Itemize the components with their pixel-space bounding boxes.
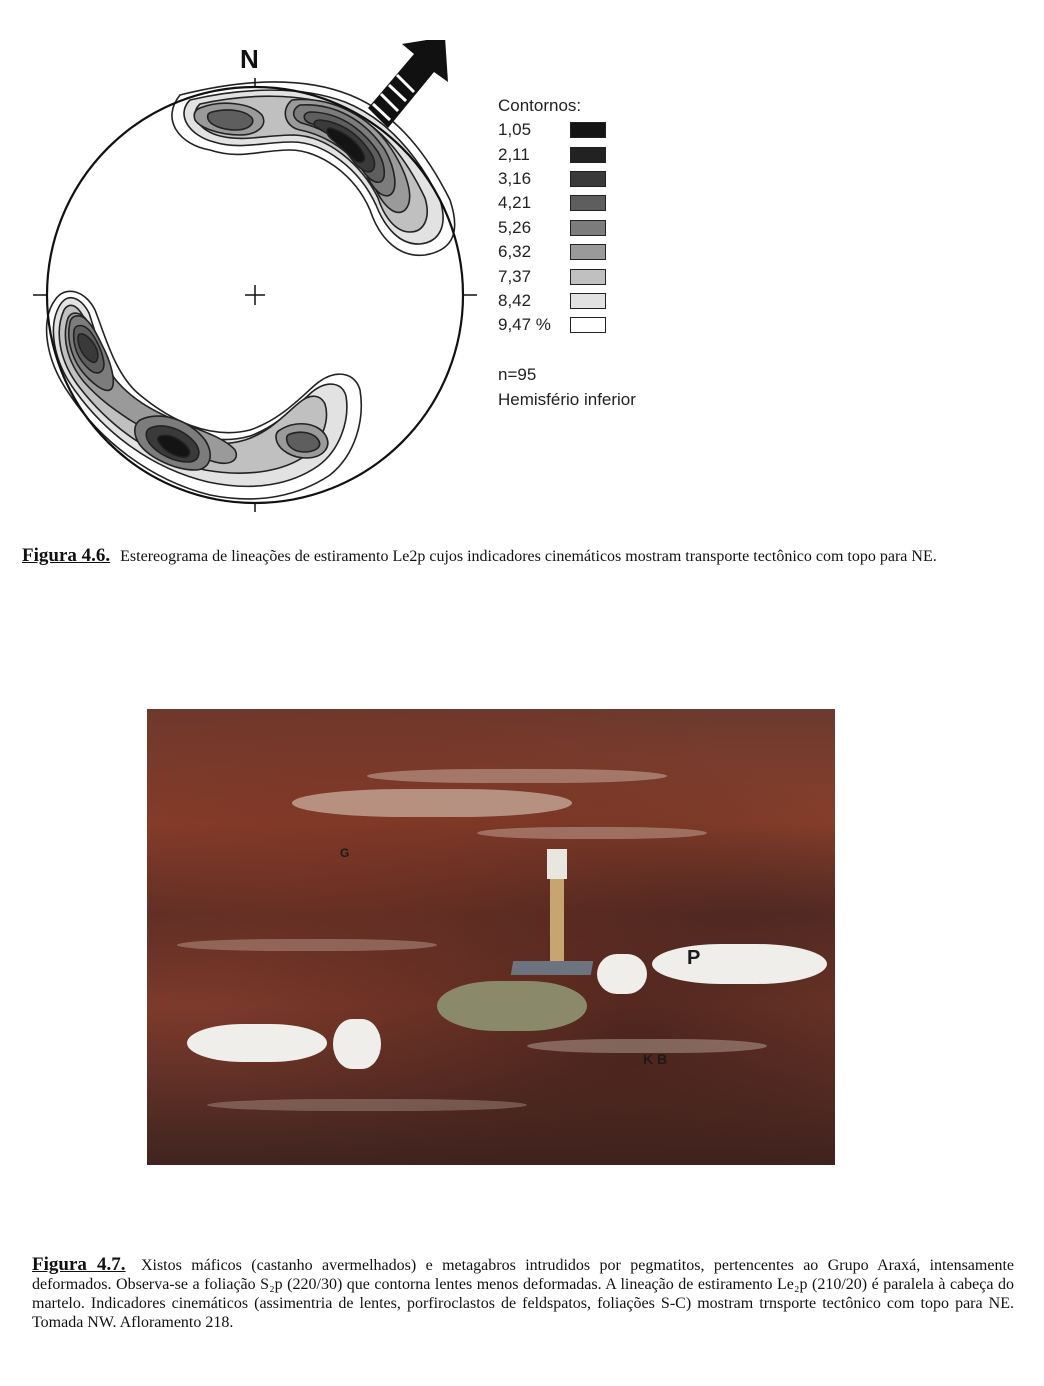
- legend-rows: [498, 118, 636, 338]
- figure-4-7-label: Figura 4.7.: [32, 1254, 126, 1275]
- legend-row: [498, 167, 636, 191]
- legend-swatch: [570, 244, 606, 260]
- legend-swatch: [570, 220, 606, 236]
- legend-row: [498, 240, 636, 264]
- legend-swatch: [570, 269, 606, 285]
- figure-4-7-text: Xistos máficos (castanho avermelhados) e metagabros intrudidos por pegmatitos, pertencentes ao Grupo Araxá, intensamente deformados. Observa-se a foliação S₂p (220/30) que contorna lentes menos deformadas. A lineação de estiramento Le₂p (210/20) é paralela à cabeça do martelo. Indicadores cinemáticos (assimentria de lentes, porfiroclastos de feldspatos, foliações S-C) mostram trnsporte tectônico com topo para NE. Tomada NW. Afloramento 218.: [32, 1257, 1015, 1331]
- legend-value: 9,47 %: [498, 315, 551, 335]
- legend-value: 1,05: [498, 120, 532, 140]
- legend-title: Contornos:: [498, 96, 582, 115]
- legend-row: [498, 289, 636, 313]
- legend-swatch: [570, 147, 606, 163]
- legend-swatch: [570, 195, 606, 211]
- legend-swatch: [570, 171, 606, 187]
- contour-sw: [47, 291, 362, 499]
- figure-4-7-caption: [32, 1255, 1014, 1332]
- pegmatite-marker: P: [687, 947, 701, 969]
- legend-value: 3,16: [498, 168, 532, 188]
- legend-value: 8,42: [498, 290, 532, 310]
- legend-swatch: [570, 317, 606, 333]
- contour-legend: [498, 96, 636, 412]
- legend-value: 5,26: [498, 217, 532, 237]
- legend-swatch: [570, 122, 606, 138]
- figure-4-6-text: Estereograma de lineações de estiramento Le2p cujos indicadores cinemáticos mostram transporte tectônico com topo para NE.: [120, 548, 937, 565]
- legend-value: 2,11: [498, 144, 530, 164]
- north-label: N: [240, 44, 259, 74]
- pegmatite-lens: [652, 944, 827, 984]
- legend-value: 4,21: [498, 193, 532, 213]
- hammer-head: [511, 961, 593, 975]
- foliation-band: [177, 939, 437, 951]
- pegmatite-lens: [597, 954, 647, 994]
- stereonet-diagram: [30, 40, 490, 520]
- legend-row: [498, 216, 636, 240]
- foliation-band: [477, 827, 707, 839]
- foliation-band: [207, 1099, 527, 1111]
- g-marker: G: [340, 846, 350, 860]
- hammer-grip: [547, 849, 567, 879]
- legend-row: [498, 313, 636, 337]
- legend-meta: [498, 362, 636, 412]
- legend-value: 6,32: [498, 242, 532, 262]
- figure-4-6-label: Figura 4.6.: [22, 545, 111, 566]
- legend-swatch: [570, 293, 606, 309]
- legend-row: [498, 191, 636, 215]
- contour-ne: [172, 82, 455, 256]
- legend-value: 7,37: [498, 266, 532, 286]
- foliation-band: [367, 769, 667, 783]
- legend-row: [498, 264, 636, 288]
- metagabbro-lens: [437, 981, 587, 1031]
- hemisphere-label: Hemisfério inferior: [498, 389, 636, 409]
- outcrop-photograph: [147, 709, 835, 1165]
- legend-row: [498, 142, 636, 166]
- pegmatite-lens: [187, 1024, 327, 1062]
- figure-4-6-caption: [22, 546, 1002, 566]
- pegmatite-lens: [333, 1019, 381, 1069]
- legend-row: [498, 118, 636, 142]
- sample-count: n=95: [498, 364, 537, 384]
- transport-direction-arrow: [368, 40, 448, 128]
- foliation-band: [292, 789, 572, 817]
- kb-marker: K B: [643, 1051, 668, 1067]
